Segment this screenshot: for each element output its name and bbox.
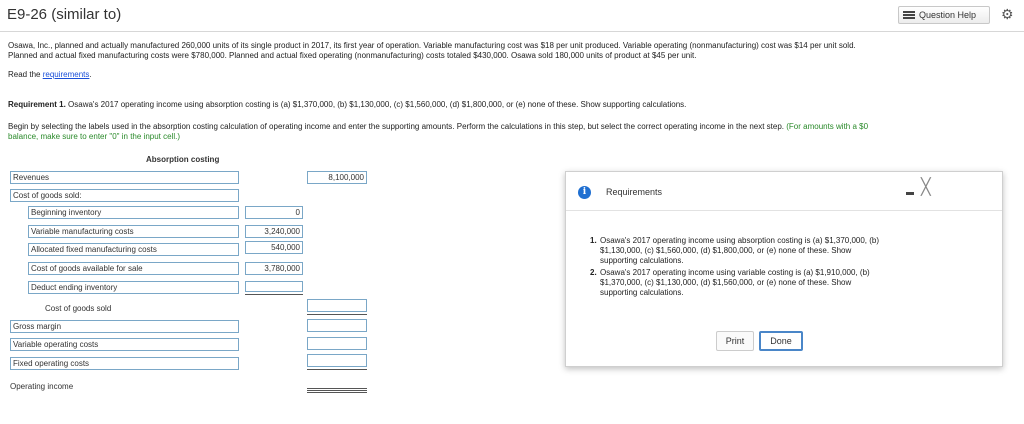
info-icon: i xyxy=(578,186,591,199)
gross-margin-input[interactable] xyxy=(307,319,367,332)
operating-income-double-underline xyxy=(307,390,367,393)
revenues-label-select[interactable]: Revenues xyxy=(10,171,239,184)
revenues-amount-input[interactable]: 8,100,000 xyxy=(307,171,367,184)
question-help-label: Question Help xyxy=(919,10,977,20)
modal-title: Requirements xyxy=(606,187,663,197)
header-bar xyxy=(0,0,1024,32)
page-title: E9-26 (similar to) xyxy=(7,6,122,23)
operating-income-input-line[interactable] xyxy=(307,388,367,389)
cogs-total-label: Cost of goods sold xyxy=(45,304,112,313)
requirement-label: Requirement 1. xyxy=(8,100,66,109)
requirement-text: Osawa's 2017 operating income using absorption costing is (a) $1,370,000, (b) $1,130,000, (c) $1,560,000, (d) $1,800,000, or (e) none of these. Show supporting calculations. xyxy=(65,100,687,109)
gear-icon[interactable]: ⚙ xyxy=(1001,6,1014,22)
print-button[interactable]: Print xyxy=(716,331,754,351)
read-requirements xyxy=(8,70,92,80)
fixed-operating-select[interactable]: Fixed operating costs xyxy=(10,357,239,370)
requirement-1 xyxy=(8,100,1018,110)
hint-line-2: balance, make sure to enter "0" in the input cell.) xyxy=(8,132,180,141)
fixed-operating-input[interactable] xyxy=(307,354,367,367)
requirements-list xyxy=(590,236,890,300)
gross-margin-select[interactable]: Gross margin xyxy=(10,320,239,333)
read-suffix: . xyxy=(89,70,92,79)
variable-operating-select[interactable]: Variable operating costs xyxy=(10,338,239,351)
deduct-ending-select[interactable]: Deduct ending inventory xyxy=(28,281,239,294)
instruction-line-1: Begin by selecting the labels used in the absorption costing calculation of operating income and enter the supporting amounts. Perform the calculations in this step, but select the correct operating income in the next step. xyxy=(8,122,785,131)
statement-heading: Absorption costing xyxy=(146,155,220,164)
requirement-item-1 xyxy=(590,236,890,266)
requirement-item-2 xyxy=(590,268,890,298)
done-button[interactable]: Done xyxy=(759,331,803,351)
problem-text xyxy=(8,41,1018,61)
requirement-number: 1. xyxy=(590,236,597,245)
minimize-icon[interactable] xyxy=(906,192,914,195)
requirement-number: 2. xyxy=(590,268,597,277)
instructions xyxy=(8,122,1020,142)
deduct-ending-input[interactable] xyxy=(245,281,303,292)
operating-income-label: Operating income xyxy=(10,382,74,391)
operating-underline xyxy=(307,369,367,370)
goods-available-select[interactable]: Cost of goods available for sale xyxy=(28,262,239,275)
allocated-fixed-input[interactable]: 540,000 xyxy=(245,241,303,254)
goods-available-input[interactable]: 3,780,000 xyxy=(245,262,303,275)
list-icon xyxy=(903,11,915,20)
requirements-modal xyxy=(565,171,1003,367)
requirement-text: Osawa's 2017 operating income using variable costing is (a) $1,910,000, (b) $1,370,000, (c) $1,130,000, (d) $1,560,000, or (e) none of these. Show supporting calculations. xyxy=(600,268,870,297)
beginning-inventory-input[interactable]: 0 xyxy=(245,206,303,219)
question-help-button[interactable] xyxy=(898,6,990,24)
cogs-underline xyxy=(307,314,367,315)
requirements-link[interactable]: requirements xyxy=(42,70,90,79)
cogs-label-select[interactable]: Cost of goods sold: xyxy=(10,189,239,202)
hint-line-1: (For amounts with a $0 xyxy=(784,122,869,131)
beginning-inventory-select[interactable]: Beginning inventory xyxy=(28,206,239,219)
cogs-total-input[interactable] xyxy=(307,299,367,312)
problem-line-1: Osawa, Inc., planned and actually manufactured 260,000 units of its single product in 2017, its first year of operation. Variable manufacturing cost was $18 per unit produced. Variable operating (nonmanufacturing) cost was $14 per unit sold. xyxy=(8,41,856,50)
variable-operating-input[interactable] xyxy=(307,337,367,350)
close-icon[interactable]: ╳ xyxy=(921,179,931,196)
read-prefix: Read the xyxy=(8,70,43,79)
subtotal-underline xyxy=(245,294,303,295)
problem-line-2: Planned and actual fixed manufacturing costs were $780,000. Planned and actual fixed operating (nonmanufacturing) costs totaled $430,000. Osawa sold 180,000 units of product at $45 per unit. xyxy=(8,51,697,60)
variable-mfg-input[interactable]: 3,240,000 xyxy=(245,225,303,238)
allocated-fixed-select[interactable]: Allocated fixed manufacturing costs xyxy=(28,243,239,256)
requirement-text: Osawa's 2017 operating income using absorption costing is (a) $1,370,000, (b) $1,130,000, (c) $1,560,000, (d) $1,800,000, or (e) none of these. Show supporting calculations. xyxy=(600,236,880,265)
variable-mfg-select[interactable]: Variable manufacturing costs xyxy=(28,225,239,238)
